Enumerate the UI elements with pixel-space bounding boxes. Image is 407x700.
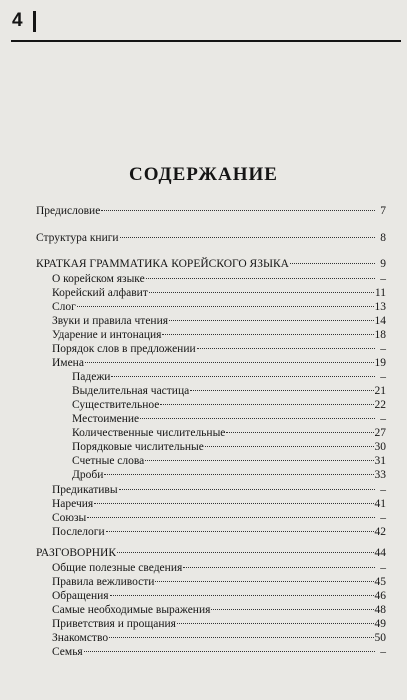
toc-entry-label: Слог: [52, 301, 76, 313]
toc-entry: [52, 272, 386, 287]
toc-entry-label: Общие полезные сведения: [52, 562, 183, 574]
toc-entry-page: 45: [374, 576, 386, 588]
toc-leader-dots: [94, 503, 373, 504]
toc-entry-page: 31: [374, 455, 386, 467]
toc-entry: [52, 286, 386, 301]
toc-entry: [52, 589, 386, 604]
toc-leader-dots: [290, 263, 375, 264]
toc-entry: [72, 440, 386, 455]
toc-entry: [52, 617, 386, 632]
toc-entry-page: 14: [374, 315, 386, 327]
toc-leader-dots: [85, 362, 374, 363]
toc-entry: [72, 468, 386, 483]
toc-entry-page: –: [380, 646, 386, 658]
toc-entry-page: 33: [374, 469, 386, 481]
toc-entry-page: 48: [374, 604, 386, 616]
toc-entry: [36, 546, 386, 561]
toc-leader-dots: [101, 210, 375, 211]
toc-leader-dots: [197, 348, 375, 349]
toc-entry-page: –: [380, 273, 386, 285]
toc-entry-page: 11: [374, 287, 386, 299]
toc-leader-dots: [146, 278, 375, 279]
toc-entry-label: Семья: [52, 646, 83, 658]
toc-leader-dots: [119, 489, 375, 490]
toc-entry: [72, 398, 386, 413]
toc-entry: [36, 204, 386, 219]
toc-entry-label: Послелоги: [52, 526, 105, 538]
toc-leader-dots: [149, 292, 374, 293]
toc-entry-page: –: [380, 512, 386, 524]
toc-leader-dots: [77, 306, 374, 307]
toc-entry-label: Обращения: [52, 590, 109, 602]
toc-entry: [72, 412, 386, 427]
toc-entry: [52, 631, 386, 646]
toc-leader-dots: [169, 320, 373, 321]
toc-entry-page: 49: [374, 618, 386, 630]
toc-entry-page: 27: [374, 427, 386, 439]
toc-entry-page: 42: [374, 526, 386, 538]
toc-entry-label: Дроби: [72, 469, 104, 481]
toc-entry-label: Наречия: [52, 498, 94, 510]
toc-leader-dots: [117, 552, 373, 553]
toc-leader-dots: [87, 517, 375, 518]
toc-entry-page: 7: [380, 205, 386, 217]
toc-leader-dots: [109, 637, 373, 638]
toc-leader-dots: [177, 623, 374, 624]
toc-entry-label: Структура книги: [36, 232, 119, 244]
toc-entry: [52, 483, 386, 498]
toc-entry-label: О корейском языке: [52, 273, 145, 285]
toc-leader-dots: [190, 390, 373, 391]
toc-entry: [52, 314, 386, 329]
toc-leader-dots: [120, 237, 375, 238]
toc-entry-label: РАЗГОВОРНИК: [36, 547, 117, 559]
toc-entry-label: Предисловие: [36, 205, 101, 217]
toc-entry-label: Местоимение: [72, 413, 140, 425]
toc-leader-dots: [155, 581, 373, 582]
toc-entry-page: 8: [380, 232, 386, 244]
toc-entry: [52, 645, 386, 660]
toc-entry-label: Порядковые числительные: [72, 441, 204, 453]
toc-entry: [52, 356, 386, 371]
toc-entry-label: Порядок слов в предложении: [52, 343, 196, 355]
toc-entry-label: Звуки и правила чтения: [52, 315, 169, 327]
toc-leader-dots: [104, 474, 373, 475]
toc-leader-dots: [183, 567, 375, 568]
toc-entry-page: 19: [374, 357, 386, 369]
toc-entry-page: 13: [374, 301, 386, 313]
toc-entry-page: 18: [374, 329, 386, 341]
toc-entry-label: Количественные числительные: [72, 427, 226, 439]
toc-entry-label: Счетные слова: [72, 455, 145, 467]
toc-entry-page: –: [380, 562, 386, 574]
toc-leader-dots: [84, 651, 375, 652]
toc-entry: [36, 231, 386, 246]
toc-entry: [52, 300, 386, 315]
toc-leader-dots: [226, 432, 373, 433]
toc-entry-label: Существительное: [72, 399, 160, 411]
toc-entry-label: Предикативы: [52, 484, 118, 496]
toc-entry: [52, 561, 386, 576]
toc-leader-dots: [145, 460, 373, 461]
toc-entry: [52, 328, 386, 343]
toc-entry-label: Приветствия и прощания: [52, 618, 176, 630]
toc-entry-label: КРАТКАЯ ГРАММАТИКА КОРЕЙСКОГО ЯЗЫКА: [36, 258, 289, 270]
toc-entry: [72, 454, 386, 469]
toc-leader-dots: [162, 334, 373, 335]
toc-entry-page: 50: [374, 632, 386, 644]
toc-entry: [52, 525, 386, 540]
toc-leader-dots: [160, 404, 373, 405]
toc-entry-label: Правила вежливости: [52, 576, 155, 588]
toc-entry: [72, 426, 386, 441]
toc-entry-page: 21: [374, 385, 386, 397]
toc-entry-page: 44: [374, 547, 386, 559]
toc-entry-label: Союзы: [52, 512, 87, 524]
toc-leader-dots: [140, 418, 375, 419]
toc-entry-page: 9: [380, 258, 386, 270]
toc-entry-label: Знакомство: [52, 632, 109, 644]
toc-leader-dots: [211, 609, 373, 610]
toc-leader-dots: [110, 595, 374, 596]
toc-leader-dots: [111, 376, 375, 377]
toc-entry: [52, 342, 386, 357]
toc-entry: [36, 257, 386, 272]
toc-entry-page: 30: [374, 441, 386, 453]
toc-entry-page: –: [380, 343, 386, 355]
toc-leader-dots: [205, 446, 374, 447]
toc-entry-page: 22: [374, 399, 386, 411]
page-number: 4: [12, 10, 23, 31]
toc-entry-page: –: [380, 484, 386, 496]
toc-entry-label: Имена: [52, 357, 84, 369]
toc-entry-label: Падежи: [72, 371, 111, 383]
toc-entry-label: Выделительная частица: [72, 385, 190, 397]
toc-entry: [72, 370, 386, 385]
toc-entry-page: –: [380, 413, 386, 425]
toc-entry: [52, 575, 386, 590]
toc-entry: [52, 511, 386, 526]
toc-entry: [72, 384, 386, 399]
toc-title: СОДЕРЖАНИЕ: [129, 164, 278, 185]
toc-entry-label: Самые необходимые выражения: [52, 604, 211, 616]
toc-entry-page: 46: [374, 590, 386, 602]
toc-entry-label: Корейский алфавит: [52, 287, 148, 299]
toc-leader-dots: [106, 531, 374, 532]
toc-entry-page: 41: [374, 498, 386, 510]
toc-entry-page: –: [380, 371, 386, 383]
toc-entry: [52, 497, 386, 512]
toc-entry: [52, 603, 386, 618]
toc-entry-label: Ударение и интонация: [52, 329, 162, 341]
